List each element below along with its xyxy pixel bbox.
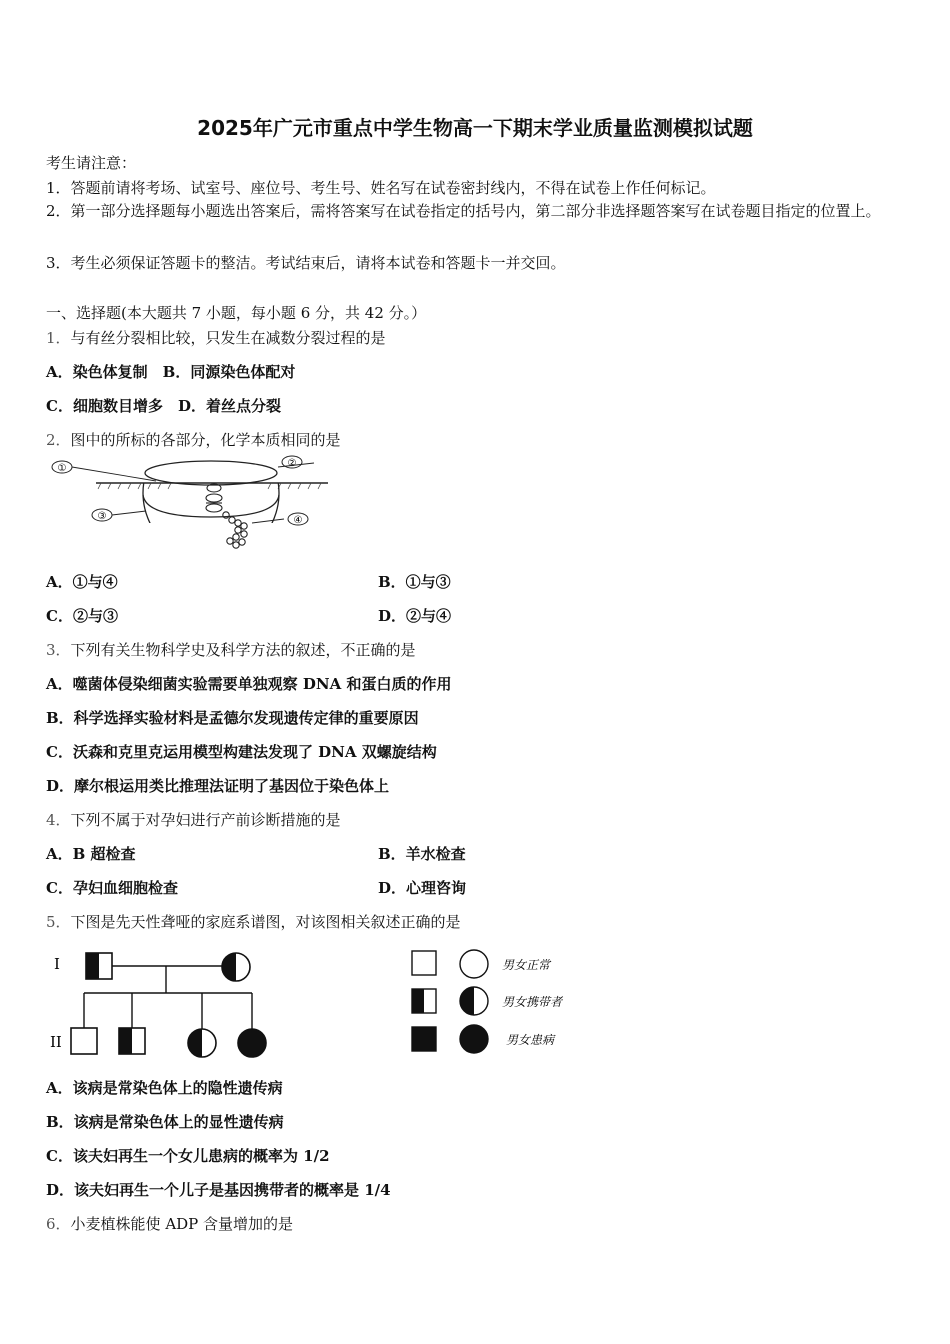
q3-option-d: D．摩尔根运用类比推理法证明了基因位于染色体上 xyxy=(46,777,390,795)
q3-option-a: A．噬菌体侵染细菌实验需要单独观察 DNA 和蛋白质的作用 xyxy=(46,675,452,693)
question-stem: 图中的所标的各部分，化学本质相同的是 xyxy=(70,431,341,449)
question-3 xyxy=(46,639,416,660)
question-4 xyxy=(46,809,341,830)
q2-option-c: C．②与③ xyxy=(46,607,118,625)
q1-options-row2: C．细胞数目增多 D．着丝点分裂 xyxy=(46,397,281,415)
q1-options-row1: A．染色体复制 B．同源染色体配对 xyxy=(46,363,296,381)
question-number: 2． xyxy=(46,431,71,449)
notice-item: 1．答题前请将考场、试室号、座位号、考生号、姓名写在试卷密封线内，不得在试卷上作任何标记。 xyxy=(46,179,716,197)
notice-heading: 考生请注意： xyxy=(46,154,137,172)
membrane-protein-diagram xyxy=(46,455,346,555)
gen1-father-carrier xyxy=(86,953,112,979)
generation-2-label: II xyxy=(50,1033,62,1051)
gen2-son-normal xyxy=(71,1028,97,1054)
q3-option-b: B．科学选择实验材料是孟德尔发现遗传定律的重要原因 xyxy=(46,709,419,727)
label-1: ① xyxy=(57,463,67,474)
q5-option-d: D．该夫妇再生一个儿子是基因携带者的概率是 1/4 xyxy=(46,1181,391,1199)
question-stem: 下列不属于对孕妇进行产前诊断措施的是 xyxy=(70,811,341,829)
section-heading: 一、选择题(本大题共 7 小题，每小题 6 分，共 42 分。） xyxy=(46,304,427,322)
question-stem: 下图是先天性聋哑的家庭系谱图，对该图相关叙述正确的是 xyxy=(70,913,461,931)
legend-carrier: 男女携带者 xyxy=(502,995,563,1009)
legend-affected: 男女患病 xyxy=(506,1033,555,1047)
label-2: ② xyxy=(287,458,297,469)
q5-option-b: B．该病是常染色体上的显性遗传病 xyxy=(46,1113,284,1131)
notice-item: 3．考生必须保证答题卡的整洁。考试结束后，请将本试卷和答题卡一并交回。 xyxy=(46,254,566,272)
question-stem: 下列有关生物科学史及科学方法的叙述，不正确的是 xyxy=(70,641,416,659)
question-5 xyxy=(46,911,461,932)
q4-option-c: C．孕妇血细胞检查 xyxy=(46,879,178,897)
question-number: 4． xyxy=(46,811,71,829)
label-4: ④ xyxy=(293,515,303,526)
q2-option-a: A．①与④ xyxy=(46,573,118,591)
q4-option-a: A．B 超检查 xyxy=(46,845,136,863)
membrane-hatch xyxy=(98,483,321,489)
label-3: ③ xyxy=(97,511,107,522)
q5-option-a: A．该病是常染色体上的隐性遗传病 xyxy=(46,1079,283,1097)
q4-option-b: B．羊水检查 xyxy=(378,845,466,863)
pedigree-chart xyxy=(46,945,606,1065)
notice-item: 2．第一部分选择题每小题选出答案后，需将答案写在试卷指定的括号内，第二部分非选择题答案写在试卷题目指定的位置上。 xyxy=(46,202,881,220)
q4-option-d: D．心理咨询 xyxy=(378,879,467,897)
question-2 xyxy=(46,429,341,450)
q3-option-c: C．沃森和克里克运用模型构建法发现了 DNA 双螺旋结构 xyxy=(46,743,437,761)
q2-option-b: B．①与③ xyxy=(378,573,451,591)
gen2-son-carrier xyxy=(119,1028,145,1054)
upper-ellipse xyxy=(145,461,277,485)
q5-option-c: C．该夫妇再生一个女儿患病的概率为 1/2 xyxy=(46,1147,330,1165)
question-number: 3． xyxy=(46,641,71,659)
legend-normal: 男女正常 xyxy=(502,958,551,972)
question-stem: 与有丝分裂相比较，只发生在减数分裂过程的是 xyxy=(70,329,386,347)
question-6 xyxy=(46,1213,293,1234)
page-title: 2025年广元市重点中学生物高一下期末学业质量监测模拟试题 xyxy=(197,116,753,140)
large-circle xyxy=(143,455,279,555)
gen2-daughter-affected xyxy=(238,1029,266,1057)
question-number: 1． xyxy=(46,329,71,347)
question-stem: 小麦植株能使 ADP 含量增加的是 xyxy=(70,1215,294,1233)
question-1 xyxy=(46,327,386,348)
gen2-daughter-carrier xyxy=(188,1029,216,1057)
q2-option-d: D．②与④ xyxy=(378,607,452,625)
question-number: 6． xyxy=(46,1215,71,1233)
generation-1-label: I xyxy=(54,955,60,973)
pedigree-legend xyxy=(412,950,564,1053)
question-number: 5． xyxy=(46,913,71,931)
gen1-mother-carrier xyxy=(222,953,250,981)
